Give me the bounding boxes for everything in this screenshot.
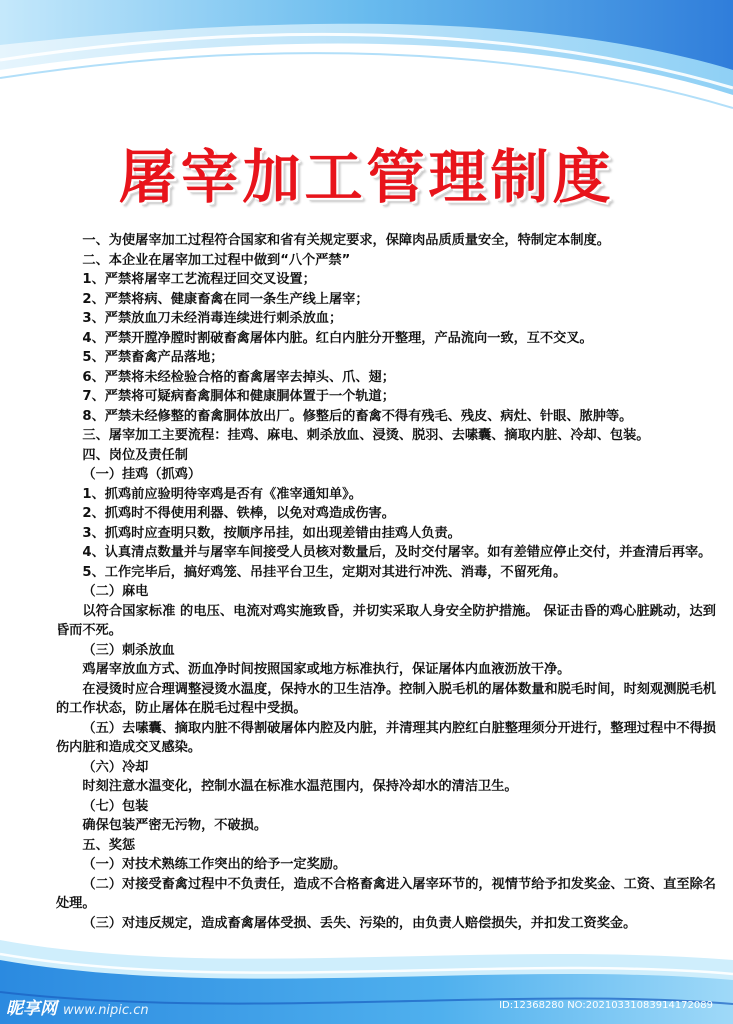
text-line: 二、本企业在屠宰加工过程中做到“八个严禁” [82, 252, 351, 268]
top-wave-decoration [0, 0, 733, 120]
text-line: 确保包装严密无污物，不破损。 [82, 818, 268, 833]
text-line: （三）对违反规定，造成畜禽屠体受损、丢失、污染的，由负责人赔偿损失，并扣发工资奖金。 [82, 915, 637, 931]
text-line: 五、奖惩 [82, 837, 136, 853]
text-line: 5、严禁畜禽产品落地； [82, 350, 224, 365]
regulation-body [56, 231, 716, 933]
text-line: 在浸烫时应合理调整浸烫水温度，保持水的卫生洁净。控制入脱毛机的屠体数量和脱毛时间，时刻观测脱毛机的工作状态，防止屠体在脱毛过程中受损。 [56, 681, 716, 716]
text-line: 1、抓鸡前应验明待宰鸡是否有《准宰通知单》。 [82, 486, 362, 502]
text-line: 四、岗位及责任制 [82, 447, 188, 463]
text-line: （三）刺杀放血 [82, 642, 175, 658]
text-line: 三、屠宰加工主要流程：挂鸡、麻电、刺杀放血、浸烫、脱羽、去嗉囊、摘取内脏、冷却、包装。 [82, 428, 650, 443]
text-line: 1、严禁将屠宰工艺流程迂回交叉设置； [82, 272, 316, 287]
text-line: （一）对技术熟练工作突出的给予一定奖励。 [82, 857, 347, 872]
watermark-brand-name: 昵享网 [6, 999, 57, 1019]
text-line: 4、认真清点数量并与屠宰车间接受人员核对数量后，及时交付屠宰。如有差错应停止交付，并查清后再宰。 [82, 545, 712, 560]
text-line: 4、严禁开膛净膛时割破畜禽屠体内脏。红白内脏分开整理，产品流向一致，互不交叉。 [82, 330, 593, 346]
text-line: 5、工作完毕后，搞好鸡笼、吊挂平台卫生，定期对其进行冲洗、消毒，不留死角。 [82, 564, 567, 580]
text-line: 以符合国家标准 的电压、电流对鸡实施致昏，并切实采取人身安全防护措施。 保证击昏的鸡心脏跳动，达到昏而不死。 [56, 603, 716, 638]
text-line: （五）去嗉囊、摘取内脏不得割破屠体内腔及内脏，并清理其内腔红白脏整理须分开进行，整理过程中不得损伤内脏和造成交叉感染。 [56, 720, 716, 755]
text-line: （二）麻电 [82, 584, 149, 599]
text-line: 2、抓鸡时不得使用利器、铁棒，以免对鸡造成伤害。 [82, 506, 395, 521]
text-line: 6、严禁将未经检验合格的畜禽屠宰去掉头、爪、翅； [82, 369, 395, 385]
text-line: （一）挂鸡（抓鸡） [82, 467, 202, 482]
text-line: 3、严禁放血刀未经消毒连续进行刺杀放血； [82, 311, 343, 326]
text-line: （七）包装 [82, 798, 149, 814]
text-line: 鸡屠宰放血方式、沥血净时间按照国家或地方标准执行，保证屠体内血液沥放干净。 [82, 662, 571, 677]
text-line: 3、抓鸡时应查明只数，按顺序吊挂，如出现差错由挂鸡人负责。 [82, 525, 461, 541]
text-line: 2、严禁将病、健康畜禽在同一条生产线上屠宰； [82, 291, 369, 307]
watermark-brand [6, 994, 149, 1020]
text-line: （二）对接受畜禽过程中不负责任，造成不合格畜禽进入屠宰环节的，视情节给予扣发奖金、工资、直至除名处理。 [56, 876, 716, 911]
watermark-id: ID:12368280 NO:20210331083914172089 [499, 1000, 713, 1011]
text-line: 8、严禁未经修整的畜禽胴体放出厂。修整后的畜禽不得有残毛、残皮、病灶、针眼、脓肿等。 [82, 408, 633, 424]
text-line: 一、为使屠宰加工过程符合国家和省有关规定要求，保障肉品质质量安全，特制定本制度。 [82, 233, 610, 248]
text-line: 时刻注意水温变化，控制水温在标准水温范围内，保持冷却水的清洁卫生。 [82, 779, 518, 794]
text-line: （六）冷却 [82, 759, 149, 775]
text-line: 7、严禁将可疑病畜禽胴体和健康胴体置于一个轨道； [82, 389, 395, 404]
page-title: 屠宰加工管理制度 [118, 143, 615, 211]
watermark-url: www.nipic.cn [63, 1003, 149, 1018]
